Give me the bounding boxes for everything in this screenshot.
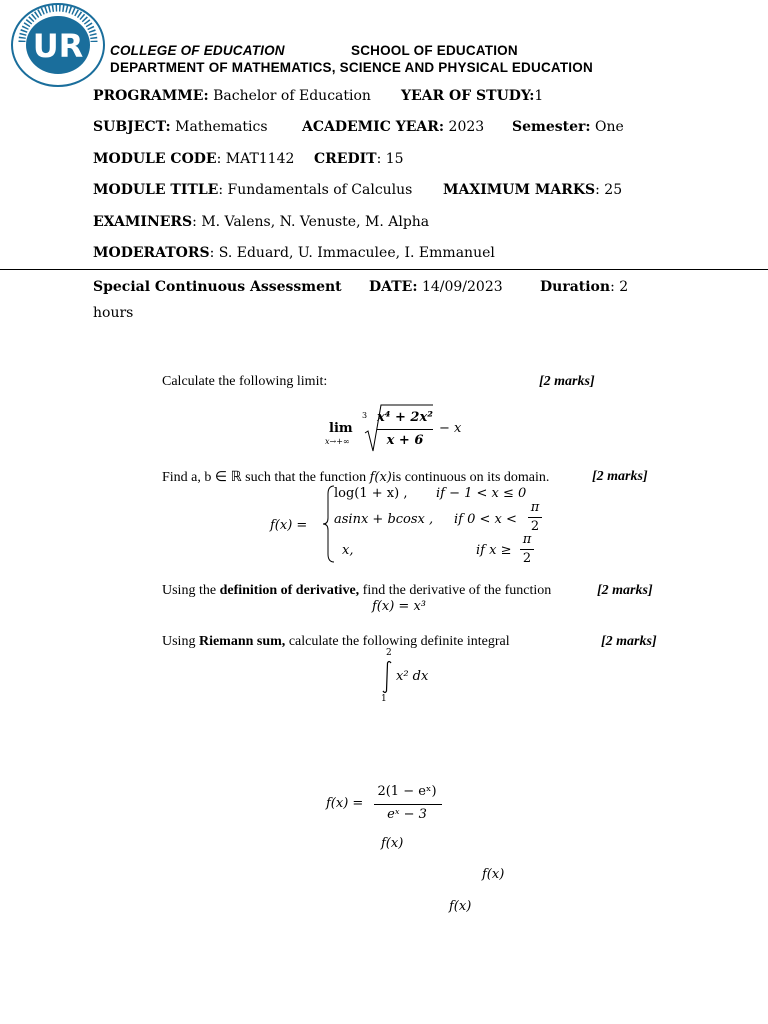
question-3-text: [162, 583, 551, 599]
assessment-title-text: Special Continuous Assessment: [93, 279, 342, 295]
semester-label: Semester:: [512, 119, 591, 135]
max-marks-label: MAXIMUM MARKS: [443, 182, 596, 198]
question-3-text-a: Using the: [162, 583, 220, 598]
case-2-expression: asinx + bcosx ,: [334, 512, 434, 527]
credit-line: [314, 151, 404, 167]
subject-value: Mathematics: [175, 119, 268, 135]
fx-label-3: f(x): [449, 899, 472, 914]
university-logo: [10, 2, 106, 88]
academic-year-line: [302, 119, 484, 135]
credit-label: CREDIT: [314, 151, 377, 167]
question-4-marks-text: [2 marks]: [601, 634, 657, 649]
question-2-text-a: Find a, b ∈ ℝ such that the function: [162, 470, 370, 485]
duration-label: Duration: [540, 279, 611, 295]
moderators-label: MODERATORS: [93, 245, 210, 261]
question-1-marks-text: [2 marks]: [539, 374, 595, 389]
integral-sign: [380, 660, 394, 694]
q5-numerator-text: 2(1 − eˣ): [377, 784, 437, 799]
case-3-frac-bar: [520, 549, 534, 550]
year-line: [401, 88, 543, 104]
school-name: SCHOOL OF EDUCATION: [351, 43, 518, 58]
definite-integral: [376, 648, 446, 706]
question-1-marks: [539, 374, 595, 390]
root-index: 3: [362, 411, 368, 420]
q5-denominator: eˣ − 3: [387, 807, 427, 822]
question-4-bold: Riemann sum,: [198, 634, 286, 649]
date-line: [369, 279, 503, 295]
question-4-marks: [601, 634, 657, 650]
svg-text:UR: UR: [32, 27, 84, 65]
subject-label: SUBJECT:: [93, 119, 171, 135]
credit-value: : 15: [376, 151, 404, 167]
case-1-condition: if − 1 < x ≤ 0: [436, 486, 527, 501]
semester-value: One: [595, 119, 624, 135]
case-2-condition: if 0 < x <: [454, 512, 517, 527]
case-2-frac-bar: [528, 517, 542, 518]
programme-line: [93, 88, 371, 104]
question-4-text-a: Using: [162, 634, 199, 649]
lim-word: lim: [329, 421, 353, 436]
module-code-label: MODULE CODE: [93, 151, 217, 167]
academic-year-label: ACADEMIC YEAR:: [302, 119, 445, 135]
q5-fraction-bar: [374, 804, 442, 805]
case-3-expression: x,: [342, 543, 354, 558]
date-value: 14/09/2023: [421, 279, 503, 295]
lim-subscript: x→+∞: [325, 437, 350, 446]
minus-x: − x: [439, 421, 462, 436]
fx-label-1: f(x): [381, 836, 404, 851]
question-3-marks-text: [2 marks]: [597, 583, 653, 598]
module-title-line: [93, 182, 412, 198]
examiners-line: [93, 214, 429, 230]
college-name: COLLEGE OF EDUCATION: [110, 43, 285, 58]
examiners-label: EXAMINERS: [93, 214, 193, 230]
moderators-line: [93, 245, 495, 261]
root-fraction-bar: [377, 429, 433, 430]
fx-label-2: f(x): [482, 867, 505, 882]
date-label: DATE:: [369, 279, 418, 295]
question-3-marks: [597, 583, 653, 599]
programme-label: PROGRAMME:: [93, 88, 209, 104]
year-value: 1: [534, 88, 544, 104]
horizontal-rule: [0, 269, 768, 270]
module-code-line: [93, 151, 294, 167]
question-3-text-b: find the derivative of the function: [359, 583, 552, 598]
question-1-text: Calculate the following limit:: [162, 374, 328, 389]
duration-unit: hours: [93, 305, 134, 321]
q5-function: [326, 784, 456, 826]
question-2-fx: f(x): [369, 470, 392, 485]
question-4-text-b: calculate the following definite integral: [285, 634, 510, 649]
module-code-value: : MAT1142: [216, 151, 295, 167]
year-label: YEAR OF STUDY:: [401, 88, 535, 104]
case-2-two: 2: [530, 519, 540, 534]
case-1-expression: [334, 486, 407, 501]
module-title-label: MODULE TITLE: [93, 182, 219, 198]
duration-line: [540, 279, 628, 295]
question-2-marks: [592, 469, 648, 485]
module-title-value: : Fundamentals of Calculus: [218, 182, 413, 198]
root-denominator: x + 6: [386, 433, 424, 448]
q5-lhs: f(x) =: [326, 796, 364, 811]
case-2-pi: π: [530, 500, 540, 515]
duration-value: : 2: [610, 279, 629, 295]
case-3-two: 2: [522, 551, 532, 566]
integrand: x² dx: [396, 669, 429, 684]
max-marks-value: : 25: [595, 182, 623, 198]
root-numerator: x⁴ + 2x²: [377, 410, 433, 425]
examiners-value: : M. Valens, N. Venuste, M. Alpha: [192, 214, 430, 230]
case-3-condition: if x ≥: [476, 543, 512, 558]
derivative-function: f(x) = x³: [372, 599, 426, 614]
piecewise-lhs: f(x) =: [270, 518, 308, 533]
question-2-text-b: is continuous on its domain.: [391, 470, 550, 485]
question-4-text: [162, 634, 510, 650]
case-3-pi: π: [522, 532, 532, 547]
case-1-expression-text: log(1 + x) ,: [334, 486, 408, 501]
question-3-bold: definition of derivative,: [219, 583, 360, 598]
assessment-title: [93, 279, 342, 295]
moderators-value: : S. Eduard, U. Immaculee, I. Emmanuel: [209, 245, 495, 261]
limit-expression: [325, 403, 475, 453]
subject-line: [93, 119, 268, 135]
piecewise-function: [270, 484, 550, 570]
department-name: DEPARTMENT OF MATHEMATICS, SCIENCE AND PHYSICAL EDUCATION: [110, 60, 593, 75]
integral-upper-limit: 2: [386, 648, 392, 658]
q5-numerator: [372, 784, 442, 799]
max-marks-line: [443, 182, 622, 198]
question-2-marks-text: [2 marks]: [592, 469, 648, 484]
integral-lower-limit: 1: [381, 694, 387, 704]
semester-line: [512, 119, 624, 135]
academic-year-value: 2023: [448, 119, 485, 135]
programme-value: Bachelor of Education: [213, 88, 371, 104]
